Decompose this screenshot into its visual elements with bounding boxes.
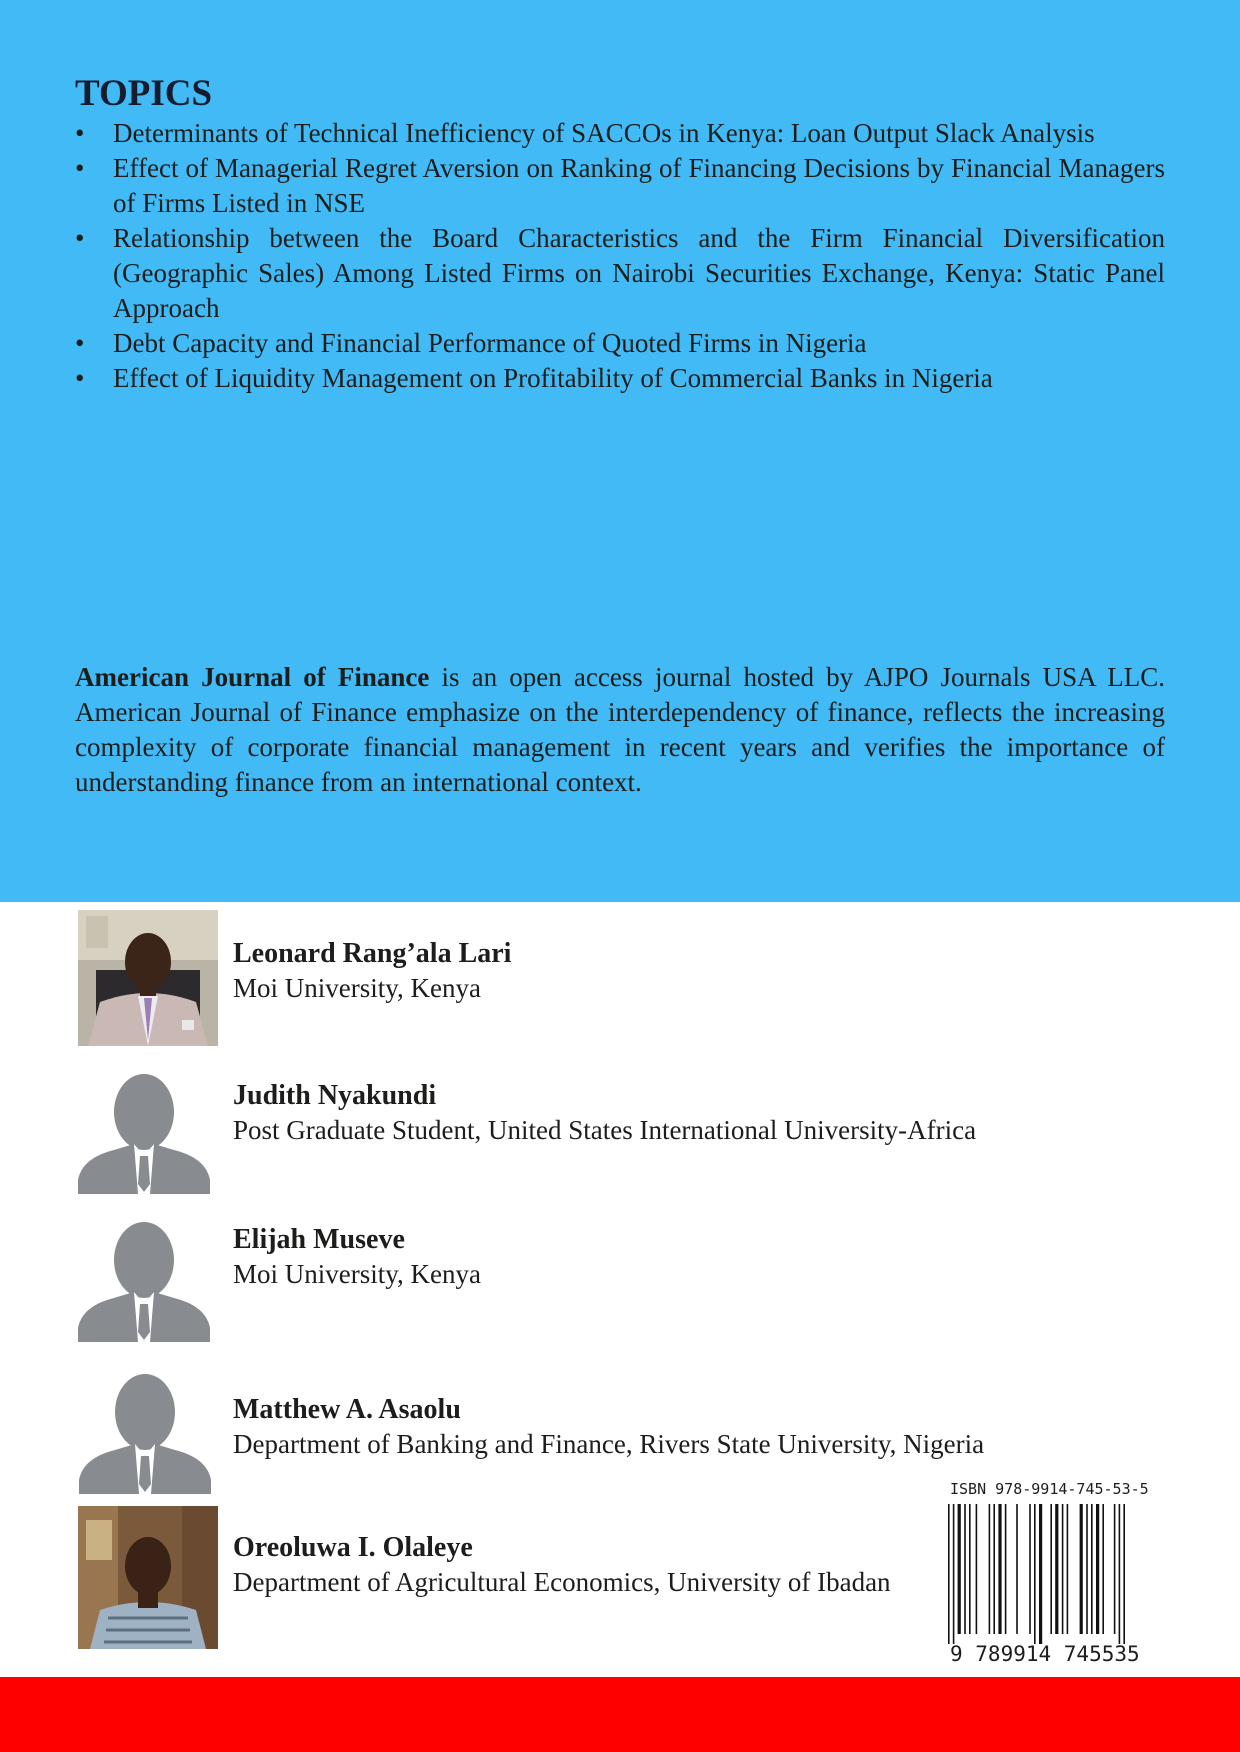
author-affiliation: Department of Banking and Finance, Rivers State University, Nigeria (233, 1429, 985, 1459)
author-card (78, 910, 1078, 1050)
topic-item: • Determinants of Technical Inefficiency of SACCOs in Kenya: Loan Output Slack Analysis (75, 116, 1165, 151)
barcode-bar (948, 1504, 950, 1644)
topics-heading: TOPICS (75, 73, 213, 114)
barcode-bar (993, 1504, 995, 1634)
barcode-bar (998, 1504, 1001, 1634)
barcode-bar (1067, 1504, 1069, 1634)
author-affiliation: Moi University, Kenya (233, 1259, 481, 1289)
author-affiliation: Post Graduate Student, United States International University-Africa (233, 1115, 977, 1145)
author-affiliation: Department of Agricultural Economics, University of Ibadan (233, 1567, 891, 1597)
barcode-bar (964, 1504, 966, 1634)
author-name: Matthew A. Asaolu (233, 1394, 461, 1425)
author-name: Leonard Rang’ala Lari (233, 938, 512, 969)
journal-description (75, 660, 1165, 800)
author-name: Elijah Museve (233, 1224, 405, 1255)
barcode-bar (1050, 1504, 1052, 1634)
topic-item: • Relationship between the Board Characteristics and the Firm Financial Diversification (Geographic Sales) Among Listed Firms on Nairobi Securities Exchange, Kenya: Static Panel Approach (75, 221, 1165, 326)
isbn-label: ISBN 978-9914-745-53-5 (950, 1480, 1149, 1498)
barcode-bar (1062, 1504, 1064, 1634)
barcode-bar (1016, 1504, 1018, 1634)
barcode-bar (1119, 1504, 1121, 1644)
barcode-bar (989, 1504, 991, 1634)
barcode-bar (969, 1504, 971, 1634)
barcode-bar (1123, 1504, 1125, 1644)
barcode-bar (953, 1504, 955, 1644)
author-affiliation: Moi University, Kenya (233, 973, 481, 1003)
topic-item: • Effect of Managerial Regret Aversion on Ranking of Financing Decisions by Financial Managers of Firms Listed in NSE (75, 151, 1165, 221)
barcode-icon (946, 1504, 1150, 1644)
barcode-bar (1080, 1504, 1083, 1634)
silhouette-icon (78, 1072, 210, 1194)
barcode-bar (1055, 1504, 1058, 1634)
isbn-digits: 9 789914 745535 (950, 1642, 1140, 1666)
barcode-bar (1114, 1504, 1116, 1634)
author-photo (78, 1506, 218, 1649)
barcode-bar (1034, 1504, 1036, 1644)
author-card (78, 1072, 1078, 1212)
author-name: Oreoluwa I. Olaleye (233, 1532, 473, 1563)
isbn-barcode (946, 1480, 1160, 1670)
author-photo (78, 910, 218, 1046)
author-card (78, 1372, 1078, 1512)
barcode-bar (1091, 1504, 1093, 1634)
barcode-bar (1029, 1504, 1031, 1634)
topic-item: • Effect of Liquidity Management on Profitability of Commercial Banks in Nigeria (75, 361, 1165, 396)
barcode-bar (1005, 1504, 1007, 1634)
silhouette-icon (78, 1220, 210, 1342)
journal-name: American Journal of Finance (75, 662, 430, 692)
author-name: Judith Nyakundi (233, 1080, 437, 1111)
silhouette-icon (78, 1372, 212, 1494)
barcode-bar (976, 1504, 978, 1634)
barcode-bar (1102, 1504, 1104, 1634)
barcode-bar (1039, 1504, 1042, 1644)
author-card (78, 1220, 1078, 1360)
topic-item: • Debt Capacity and Financial Performance of Quoted Firms in Nigeria (75, 326, 1165, 361)
author-card (78, 1506, 1078, 1646)
barcode-bar (958, 1504, 961, 1634)
barcode-bar (1086, 1504, 1088, 1634)
topics-list (75, 116, 1165, 396)
barcode-bar (1096, 1504, 1099, 1634)
bottom-bar (0, 1677, 1240, 1752)
journal-description-text: is an open access journal hosted by AJPO Journals USA LLC. American Journal of Finance emphasize on the interdependency of finance, reflects the increasing complexity of corporate financial management in recent years and verifies the importance of understanding finance from an international context. (75, 662, 1165, 797)
